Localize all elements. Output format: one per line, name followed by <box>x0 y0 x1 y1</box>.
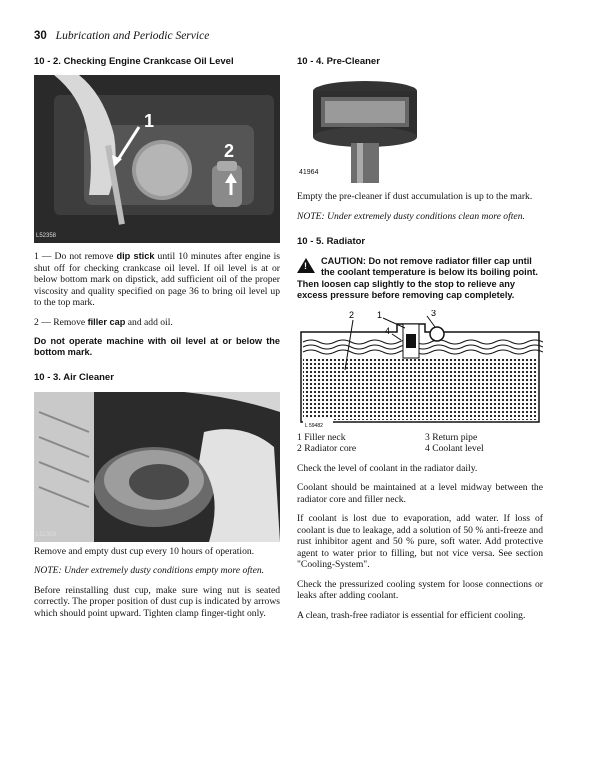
pre-cleaner-illustration <box>297 75 543 183</box>
caution-box <box>297 256 543 302</box>
air-cleaner-illustration <box>34 392 280 542</box>
callout-1: 1 <box>144 111 155 132</box>
filler-cap-term: filler cap <box>87 316 126 327</box>
page-header <box>34 30 209 42</box>
coolant-loss-text: If coolant is lost due to evaporation, add water. If loss of coolant is due to leakage, add a solution of 50 % anti-freeze and rust inhibitor agent and 50 % pure, soft water. Add protective agent to water prior to filling, but not vice versa. See section "Cooling-System". <box>297 513 543 571</box>
callout-2: 2 <box>224 141 235 162</box>
engine-oil-illustration <box>34 75 280 243</box>
radiator-diagram <box>297 310 543 430</box>
air-cleaner-photo <box>34 392 280 542</box>
left-column <box>34 56 280 627</box>
reinstall-dust-cup-text: Before reinstalling dust cup, make sure wing nut is seated correctly. The proper position of dust cup is indicated by arrows which should point upward. Tighten clamp finger-tight only. <box>34 584 280 619</box>
heading-pre-cleaner: 10 - 4. Pre-Cleaner <box>297 56 380 67</box>
label-2: 2 <box>349 309 355 320</box>
radiator-illustration <box>297 310 543 430</box>
heading-oil-level: 10 - 2. Checking Engine Crankcase Oil Level <box>34 56 234 67</box>
label-4: 4 <box>385 325 391 336</box>
text-span: and add oil. <box>125 316 173 328</box>
page-number: 30 <box>34 30 47 42</box>
legend-item: 2 Radiator core <box>297 443 357 455</box>
pressurized-check-text: Check the pressurized cooling system for loose connections or leaks after adding coolant. <box>297 578 543 602</box>
coolant-level-text: Coolant should be maintained at a level midway between the radiator core and filler neck. <box>297 482 543 505</box>
heading-radiator: 10 - 5. Radiator <box>297 236 366 248</box>
empty-dust-cup-text: Remove and empty dust cup every 10 hours of operation. <box>34 545 255 557</box>
photo-code: 41964 <box>299 169 319 176</box>
air-cleaner-note: NOTE: Under extremely dusty conditions empty more often. <box>34 565 265 577</box>
caution-text: CAUTION: Do not remove radiator filler cap until the coolant temperature is below its boiling point. Then loosen cap slightly to the stop to relieve any excess pressure before removing cap completely. <box>297 255 538 301</box>
warning-triangle-icon <box>297 258 315 273</box>
dipstick-paragraph <box>34 251 280 309</box>
diagram-code: L 59482 <box>305 422 323 429</box>
pre-cleaner-photo <box>297 75 543 183</box>
pre-cleaner-text: Empty the pre-cleaner if dust accumulation is up to the mark. <box>297 191 533 203</box>
radiator-legend <box>297 432 543 455</box>
dipstick-term: dip stick <box>116 251 155 262</box>
clean-radiator-text: A clean, trash-free radiator is essential for efficient cooling. <box>297 609 526 621</box>
radiator-check-text: Check the level of coolant in the radiator daily. <box>297 462 478 474</box>
legend-item: 3 Return pipe <box>425 431 478 443</box>
photo-code: L52359 <box>36 531 57 538</box>
photo-code: L52358 <box>36 233 57 240</box>
right-column <box>297 56 543 629</box>
running-title: Lubrication and Periodic Service <box>55 30 210 42</box>
filler-cap-paragraph <box>34 317 280 329</box>
label-1: 1 <box>377 309 383 320</box>
legend-item: 1 Filler neck <box>297 431 346 443</box>
pre-cleaner-note: NOTE: Under extremely dusty conditions clean more often. <box>297 210 525 222</box>
text-span: 2 — Remove <box>34 316 88 328</box>
text-span: until 10 minutes after engine is shut off for checking crankcase oil level. If oil level is at or below bottom mark on dipstick, add sufficient oil of the proper viscosity and quality specified on page 36 to bring oil level up to the top mark. <box>34 251 281 309</box>
engine-oil-photo <box>34 75 280 243</box>
label-3: 3 <box>431 309 437 318</box>
oil-warning: Do not operate machine with oil level at or below the bottom mark. <box>34 336 280 358</box>
legend-item: 4 Coolant level <box>425 443 484 455</box>
text-span: 1 — Do not remove <box>34 251 117 263</box>
heading-air-cleaner: 10 - 3. Air Cleaner <box>34 372 114 384</box>
